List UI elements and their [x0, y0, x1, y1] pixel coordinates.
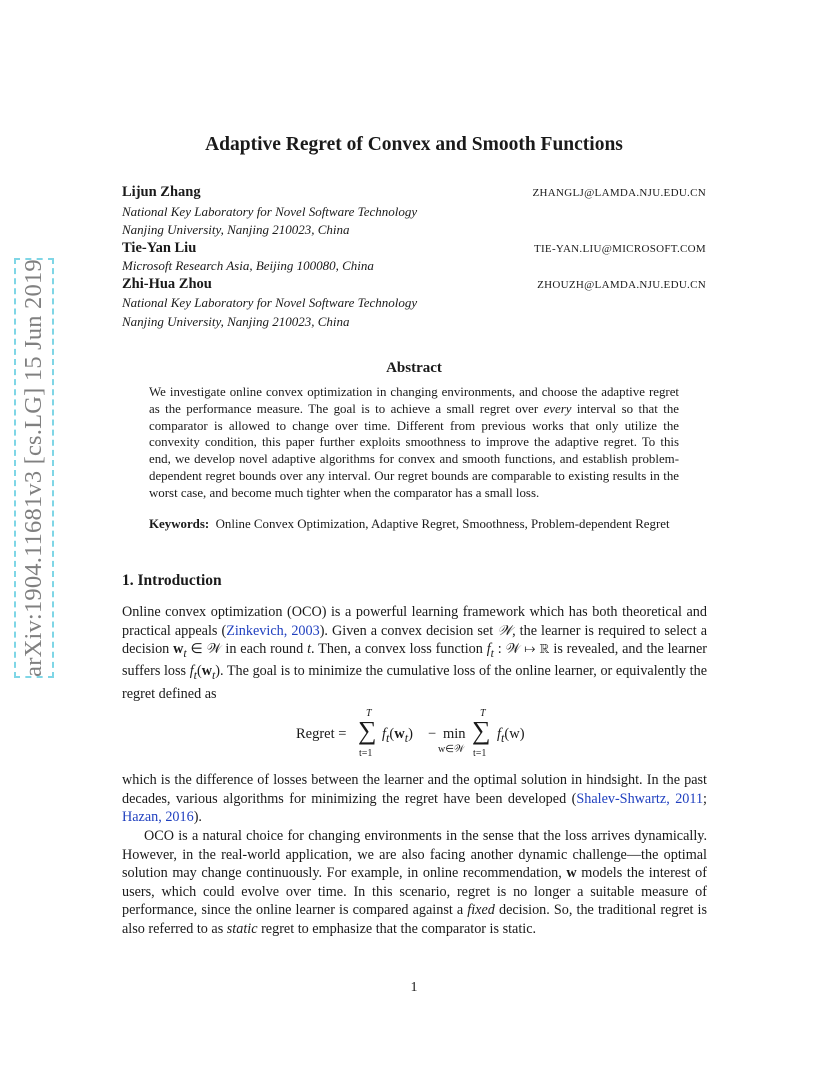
equation-minus: −	[428, 726, 437, 742]
sum-lower-limit: t=1	[359, 748, 373, 759]
equation-term-2: $f_t(w)$	[497, 726, 525, 745]
author-affiliation: Nanjing University, Nanjing 210023, China	[122, 222, 350, 237]
intro-paragraph-2: which is the difference of losses between the learner and the optimal solution in hindsight. In the past decades, various algorithms for minimizing the regret have been developed (Shalev-Shwartz, 2011; Hazan, 2016).	[122, 772, 707, 825]
keywords-label: Keywords:	[149, 517, 210, 531]
page-number: 1	[410, 980, 418, 995]
author-email[interactable]: ZHANGLJ@LAMDA.NJU.EDU.CN	[532, 187, 706, 199]
min-subscript: w∈𝒲	[438, 744, 465, 755]
paper-title: Adaptive Regret of Convex and Smooth Functions	[205, 134, 623, 155]
author-name: Lijun Zhang	[122, 184, 201, 200]
keywords-list: Online Convex Optimization, Adaptive Regret, Smoothness, Problem-dependent Regret	[215, 517, 670, 531]
equation-lhs: Regret =	[296, 726, 347, 742]
keywords	[149, 516, 679, 533]
author-affiliation: National Key Laboratory for Novel Software Technology	[122, 295, 418, 310]
sum-upper-limit: T	[366, 708, 372, 719]
intro-paragraph-3: OCO is a natural choice for changing environments in the sense that the loss arrives dynamically. However, in the real-world application, we are also facing another dynamic challenge—the optimal solution may change continuously. For example, in online recommendation, w models the interest of users, which could evolve over time. In this scenario, regret is no longer a suitable measure of performance, since the online learner is compared against a fixed decision. So, the traditional regret is also referred to as static regret to emphasize that the comparator is static.	[122, 828, 707, 937]
arxiv-identifier: arXiv:1904.11681v3 [cs.LG] 15 Jun 2019	[20, 259, 47, 677]
author-name: Tie-Yan Liu	[122, 240, 197, 256]
arxiv-stamp	[14, 258, 54, 678]
sum-lower-limit: t=1	[473, 748, 487, 759]
author-email[interactable]: ZHOUZH@LAMDA.NJU.EDU.CN	[537, 279, 706, 291]
author-affiliation: Microsoft Research Asia, Beijing 100080, China	[122, 258, 374, 273]
citation-link[interactable]: Hazan, 2016	[122, 809, 194, 825]
sum-symbol: ∑	[472, 716, 491, 745]
equation-term-1: $f_t(w_t)$	[382, 726, 413, 745]
abstract-text: We investigate online convex optimization in changing environments, and choose the adaptive regret as the performance measure. The goal is to achieve a small regret over every interval so that the comparator is allowed to change over time. Different from previous works that only utilize the convexity condition, this paper further exploits smoothness to improve the adaptive regret. To this end, we develop novel adaptive algorithms for convex and smooth functions, and establish problem-dependent regret bounds over any interval. Our regret bounds are comparable to existing results in the worst case, and become much tighter when the comparator has a small loss.	[149, 385, 679, 500]
abstract-heading: Abstract	[386, 360, 442, 376]
author-affiliation: National Key Laboratory for Novel Software Technology	[122, 204, 418, 219]
regret-equation	[296, 708, 596, 764]
sum-symbol: ∑	[358, 716, 377, 745]
author-email[interactable]: TIE-YAN.LIU@MICROSOFT.COM	[533, 243, 706, 255]
author-name: Zhi-Hua Zhou	[122, 276, 212, 292]
sum-upper-limit: T	[480, 708, 486, 719]
author-affiliation: Nanjing University, Nanjing 210023, China	[122, 314, 350, 329]
section-heading: 1. Introduction	[122, 572, 222, 589]
intro-paragraph-1: Online convex optimization (OCO) is a powerful learning framework which has both theoretical and practical appeals (Zinkevich, 2003). Given a convex decision set 𝒲, the learner is required to select a decision $w_t$ ∈ 𝒲 in each round t. Then, a convex loss function $f_t$ : 𝒲 ↦ ℝ is revealed, and the learner suffers loss $f_t(w_t)$. The goal is to minimize the cumulative loss of the online learner, or equivalently the regret defined as	[122, 604, 707, 702]
min-operator: min	[443, 726, 466, 742]
citation-link[interactable]: Zinkevich, 2003	[226, 622, 320, 639]
citation-link[interactable]: Shalev-Shwartz, 2011	[576, 790, 704, 807]
